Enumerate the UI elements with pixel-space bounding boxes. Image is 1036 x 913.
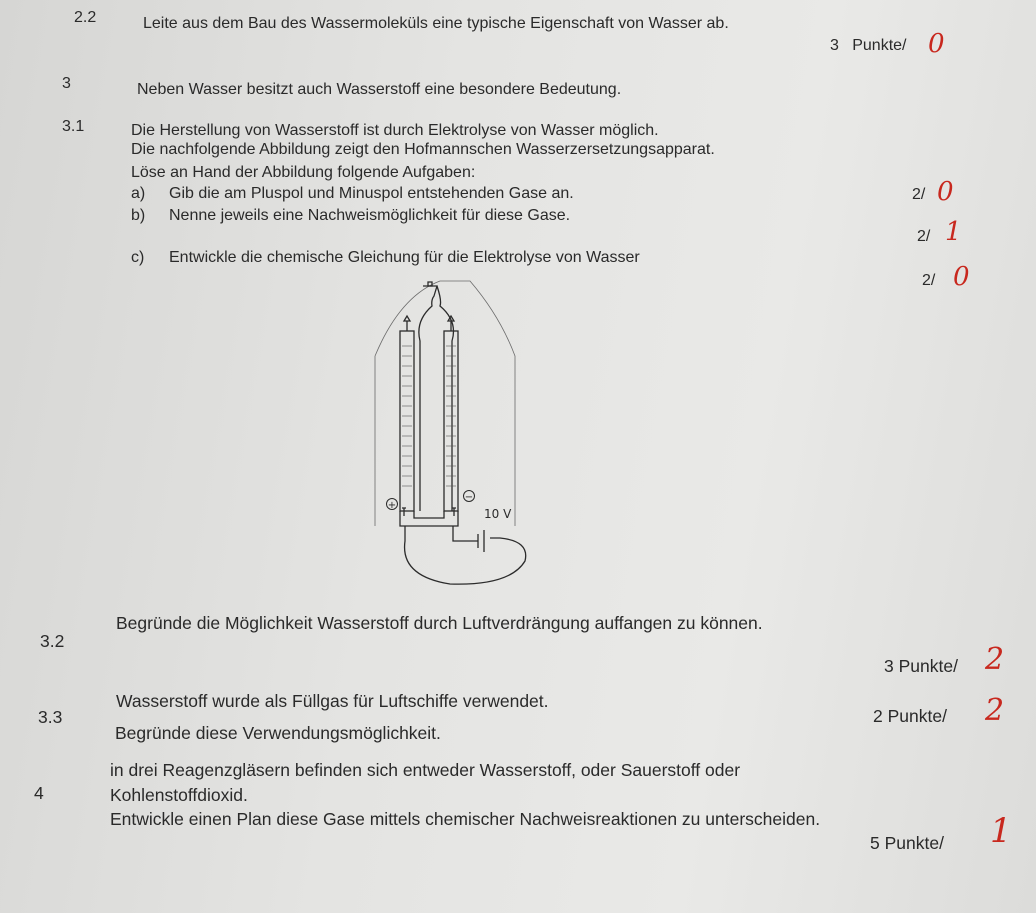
subtask-b-text: Nenne jeweils eine Nachweismöglichkeit für diese Gase. [169,207,571,224]
question-3-3-line2: Begründe diese Verwendungsmöglichkeit. [115,723,441,743]
grade-mark-a: 0 [937,177,954,207]
subtask-c-points: 2/ [922,272,936,289]
question-number-3-2: 3.2 [40,631,65,651]
question-number-3-3: 3.3 [38,707,63,727]
question-3-1-line2: Die nachfolgende Abbildung zeigt den Hofmannschen Wasserzersetzungsapparat. [131,141,715,158]
question-number-3-1: 3.1 [62,118,85,135]
subtask-a-points: 2/ [912,186,926,203]
question-3-1-line3: Löse an Hand der Abbildung folgende Aufgaben: [131,164,476,181]
subtask-c-label: c) [131,249,145,266]
question-4-points: 5 Punkte/ [870,833,944,853]
voltage-label: 10 V [484,507,512,521]
grade-mark-4: 1 [990,811,1012,851]
question-3-text: Neben Wasser besitzt auch Wasserstoff eine besondere Bedeutung. [137,81,622,98]
subtask-b-points: 2/ [917,228,931,245]
grade-mark-c: 0 [953,262,970,292]
subtask-a-text: Gib die am Pluspol und Minuspol entstehenden Gase an. [169,185,574,202]
subtask-a-label: a) [131,185,146,202]
grade-mark-b: 1 [945,217,962,247]
question-3-3-line1: Wasserstoff wurde als Füllgas für Luftschiffe verwendet. [116,691,549,711]
question-2-2-points: 3 Punkte/ [830,37,907,54]
question-4-line3: Entwickle einen Plan diese Gase mittels chemischer Nachweisreaktionen zu unterscheiden. [110,809,821,829]
hofmann-apparatus-figure [360,276,560,596]
grade-mark-3-3: 2 [985,693,1005,728]
question-2-2-text: Leite aus dem Bau des Wassermoleküls eine typische Eigenschaft von Wasser ab. [143,15,729,32]
question-4-line1: in drei Reagenzgläsern befinden sich entweder Wasserstoff, oder Sauerstoff oder [110,760,741,780]
minus-pole-label: − [464,492,474,503]
grade-mark-2-2: 0 [928,29,945,59]
question-number-3: 3 [62,75,71,92]
question-3-2-points: 3 Punkte/ [884,656,958,676]
question-3-2-text: Begründe die Möglichkeit Wasserstoff durch Luftverdrängung auffangen zu können. [116,613,763,633]
subtask-b-label: b) [131,207,146,224]
question-3-3-points: 2 Punkte/ [873,706,947,726]
question-4-line2: Kohlenstoffdioxid. [110,785,248,805]
subtask-c-text: Entwickle die chemische Gleichung für die Elektrolyse von Wasser [169,249,640,266]
question-number-4: 4 [34,783,44,803]
grade-mark-3-2: 2 [985,642,1005,677]
question-number-2-2: 2.2 [74,9,97,26]
question-3-1-line1: Die Herstellung von Wasserstoff ist durch Elektrolyse von Wasser möglich. [131,122,659,139]
plus-pole-label: + [387,500,397,511]
